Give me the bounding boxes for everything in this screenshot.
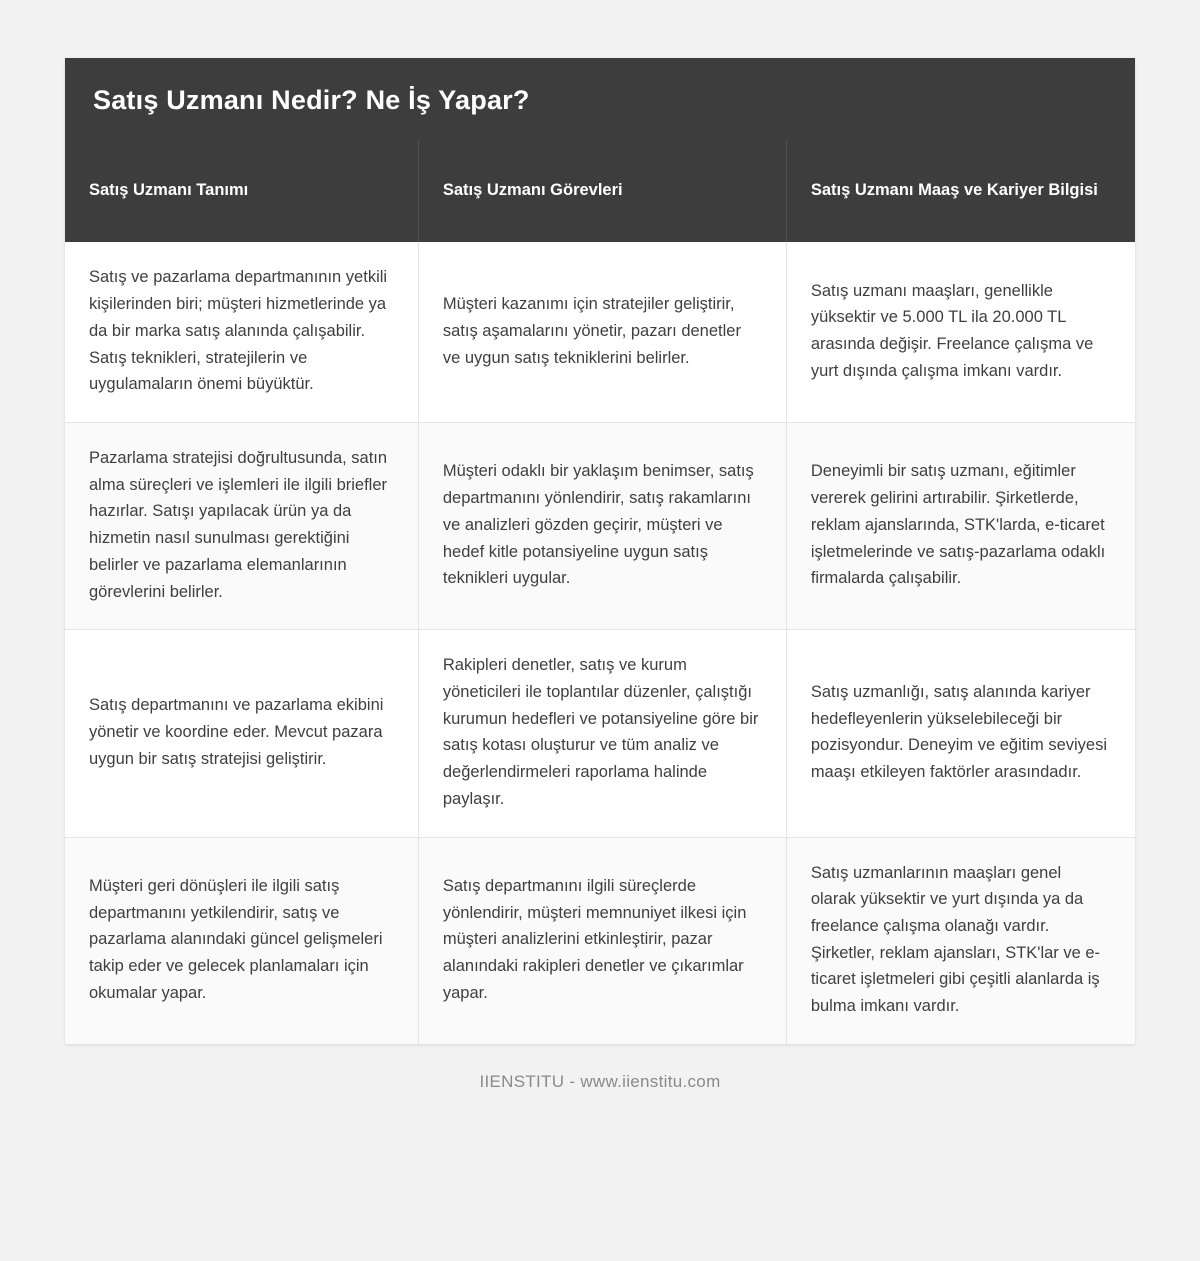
column-header-salary-career: Satış Uzmanı Maaş ve Kariyer Bilgisi: [786, 140, 1135, 242]
table-body: [65, 242, 1135, 1044]
table-row: [65, 242, 1135, 422]
cell-salary-career: Satış uzmanlığı, satış alanında kariyer hedefleyenlerin yükselebileceği bir pozisyondur. Deneyim ve eğitim seviyesi maaşı etkileyen faktörler arasındadır.: [786, 630, 1135, 837]
cell-salary-career: Deneyimli bir satış uzmanı, eğitimler vererek gelirini artırabilir. Şirketlerde, reklam ajanslarında, STK'larda, e-ticaret işletmelerinde ve satış-pazarlama odaklı firmalarda çalışabilir.: [786, 422, 1135, 629]
cell-duties: Satış departmanını ilgili süreçlerde yönlendirir, müşteri memnuniyet ilkesi için müşteri analizlerini etkinleştirir, pazar alanındaki rakipleri denetler ve çıkarımlar yapar.: [418, 837, 786, 1044]
table-title-bar: [65, 58, 1135, 140]
cell-salary-career: Satış uzmanı maaşları, genellikle yüksektir ve 5.000 TL ila 20.000 TL arasında değişir. Freelance çalışma ve yurt dışında çalışma imkanı vardır.: [786, 242, 1135, 422]
table-row: [65, 422, 1135, 629]
cell-duties: Müşteri odaklı bir yaklaşım benimser, satış departmanını yönlendirir, satış rakamlarını ve analizleri gözden geçirir, müşteri ve hedef kitle potansiyeline uygun satış teknikleri uygular.: [418, 422, 786, 629]
info-table: [65, 140, 1135, 1044]
table-head: [65, 140, 1135, 242]
info-table-card: [65, 58, 1135, 1044]
page-title: Satış Uzmanı Nedir? Ne İş Yapar?: [93, 85, 530, 115]
table-row: [65, 630, 1135, 837]
cell-definition: Pazarlama stratejisi doğrultusunda, satın alma süreçleri ve işlemleri ile ilgili briefler hazırlar. Satışı yapılacak ürün ya da hizmetin nasıl sunulması gerektiğini belirler ve pazarlama elemanlarının görevlerini belirler.: [65, 422, 418, 629]
table-header-row: [65, 140, 1135, 242]
cell-definition: Satış departmanını ve pazarlama ekibini yönetir ve koordine eder. Mevcut pazara uygun bir satış stratejisi geliştirir.: [65, 630, 418, 837]
cell-definition: Müşteri geri dönüşleri ile ilgili satış departmanını yetkilendirir, satış ve pazarlama alanındaki güncel gelişmeleri takip eder ve gelecek planlamaları için okumalar yapar.: [65, 837, 418, 1044]
cell-duties: Müşteri kazanımı için stratejiler geliştirir, satış aşamalarını yönetir, pazarı denetler ve uygun satış tekniklerini belirler.: [418, 242, 786, 422]
cell-salary-career: Satış uzmanlarının maaşları genel olarak yüksektir ve yurt dışında ya da freelance çalışma olanağı vardır. Şirketler, reklam ajansları, STK'lar ve e-ticaret işletmeleri gibi çeşitli alanlarda iş bulma imkanı vardır.: [786, 837, 1135, 1044]
table-row: [65, 837, 1135, 1044]
cell-definition: Satış ve pazarlama departmanının yetkili kişilerinden biri; müşteri hizmetlerinde ya da bir marka satış alanında çalışabilir. Satış teknikleri, stratejilerin ve uygulamaların önemi büyüktür.: [65, 242, 418, 422]
column-header-definition: Satış Uzmanı Tanımı: [65, 140, 418, 242]
footer-attribution: IIENSTITU - www.iienstitu.com: [479, 1071, 721, 1091]
column-header-duties: Satış Uzmanı Görevleri: [418, 140, 786, 242]
cell-duties: Rakipleri denetler, satış ve kurum yöneticileri ile toplantılar düzenler, çalıştığı kurumun hedefleri ve potansiyeline göre bir satış kotası oluşturur ve tüm analiz ve değerlendirmeleri raporlama halinde paylaşır.: [418, 630, 786, 837]
